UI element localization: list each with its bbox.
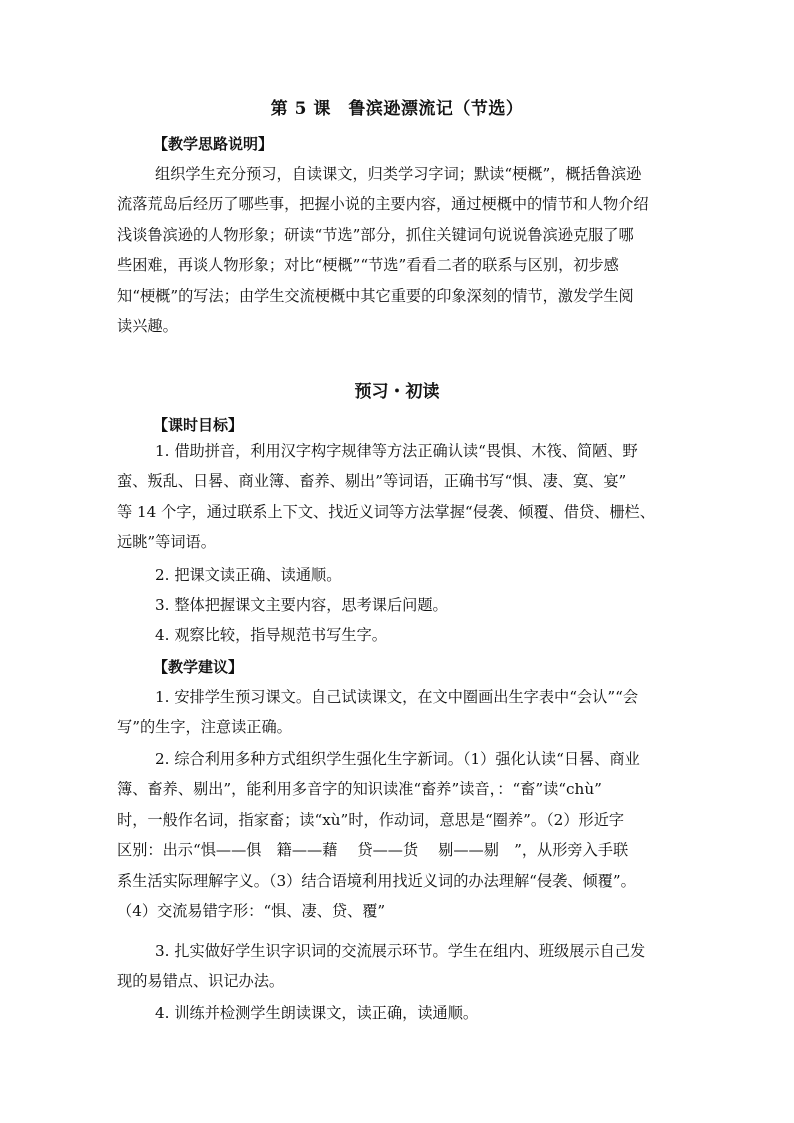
paragraph-line: 区别：出示“惧——俱 籍——藉 贷——货 剔——剔 ”，从形旁入手联 bbox=[117, 841, 629, 860]
paragraph-line: 3. 扎实做好学生识字识词的交流展示环节。学生在组内、班级展示自己发 bbox=[155, 942, 646, 960]
lesson-title: 第 5 课 鲁滨逊漂流记（节选） bbox=[270, 99, 524, 119]
paragraph-line: 读兴趣。 bbox=[117, 316, 178, 335]
suggestions-label: 【教学建议】 bbox=[153, 658, 244, 676]
section-heading: 预习・初读 bbox=[354, 382, 440, 402]
paragraph-line: 系生活实际理解字义。（3）结合语境利用找近义词的办法理解“侵袭、倾覆”。 bbox=[117, 871, 636, 890]
suggestion-item-1 bbox=[117, 682, 678, 743]
paragraph-line: 2. 把课文读正确、读通顺。 bbox=[155, 566, 342, 584]
objective-item-4 bbox=[117, 620, 678, 650]
paragraph-line: 簿、畜养、剔出”，能利用多音字的知识读准“畜养”读音，：“畜”读“chù” bbox=[117, 780, 602, 799]
paragraph-line: 组织学生充分预习，自读课文，归类学习字词；默读“梗概”，概括鲁滨逊 bbox=[155, 165, 642, 183]
paragraph-line: 2. 综合利用多种方式组织学生强化生字新词。（1）强化认读“日晷、商业 bbox=[155, 750, 640, 768]
suggestion-item-4 bbox=[117, 998, 678, 1028]
objective-item-1 bbox=[117, 436, 678, 558]
paragraph-line: 等 14 个字，通过联系上下文、找近义词等方法掌握“侵袭、倾覆、借贷、栅栏、 bbox=[117, 502, 655, 521]
paragraph-line: 流落荒岛后经历了哪些事，把握小说的主要内容，通过梗概中的情节和人物介绍 bbox=[117, 195, 649, 214]
objectives-label: 【课时目标】 bbox=[153, 416, 244, 434]
objective-item-3 bbox=[117, 590, 678, 620]
paragraph-line: 现的易错点、识记办法。 bbox=[117, 972, 285, 991]
suggestion-item-2 bbox=[117, 744, 678, 926]
teaching-idea-paragraph bbox=[117, 159, 678, 341]
suggestion-item-3 bbox=[117, 936, 678, 997]
objective-item-2 bbox=[117, 560, 678, 590]
paragraph-line: （4）交流易错字形：“惧、凄、贷、覆” bbox=[117, 901, 386, 920]
paragraph-line: 时，一般作名词，指家畜；读“xù”时，作动词，意思是“圈养”。（2）形近字 bbox=[117, 810, 625, 829]
paragraph-line: 浅谈鲁滨逊的人物形象；研读“节选”部分，抓住关键词句说说鲁滨逊克服了哪 bbox=[117, 225, 634, 244]
paragraph-line: 4. 观察比较，指导规范书写生字。 bbox=[155, 626, 387, 644]
paragraph-line: 远眺”等词语。 bbox=[117, 533, 216, 552]
paragraph-line: 3. 整体把握课文主要内容，思考课后问题。 bbox=[155, 596, 448, 614]
paragraph-line: 蛮、叛乱、日晷、商业簿、畜养、剔出”等词语，正确书写“惧、凄、寞、宴” bbox=[117, 472, 627, 491]
teaching-idea-label: 【教学思路说明】 bbox=[153, 135, 274, 153]
paragraph-line: 4. 训练并检测学生朗读课文，读正确，读通顺。 bbox=[155, 1004, 479, 1022]
paragraph-line: 知“梗概”的写法；由学生交流梗概中其它重要的印象深刻的情节，激发学生阅 bbox=[117, 286, 634, 305]
paragraph-line: 写”的生字，注意读正确。 bbox=[117, 718, 292, 737]
paragraph-line: 1. 借助拼音，利用汉字构字规律等方法正确认读“畏惧、木筏、简陋、野 bbox=[155, 442, 638, 460]
paragraph-line: 1. 安排学生预习课文。自己试读课文，在文中圈画出生字表中“会认”“会 bbox=[155, 688, 639, 706]
paragraph-line: 些困难，再谈人物形象；对比“梗概”“节选”看看二者的联系与区别，初步感 bbox=[117, 256, 619, 275]
